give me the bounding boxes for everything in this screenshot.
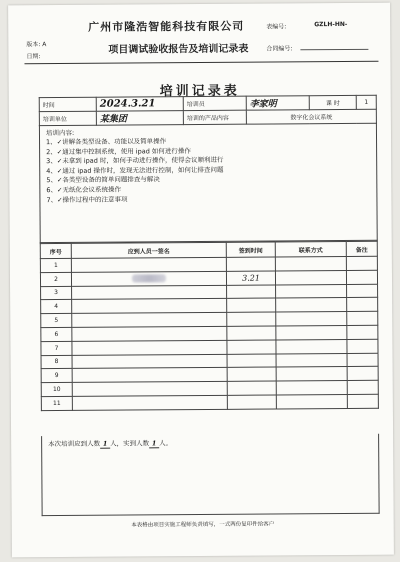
signature-cell	[72, 340, 227, 355]
contact-cell	[276, 353, 347, 367]
training-item	[46, 175, 160, 185]
row-number: 5	[41, 314, 72, 328]
column-header-note: 备注	[346, 241, 377, 256]
unit-label: 培训单位	[39, 111, 96, 125]
note-cell	[347, 339, 378, 353]
note-cell	[347, 325, 378, 339]
row-number: 9	[41, 369, 72, 383]
time-value: 2024.3.21	[96, 97, 183, 112]
training-item-number: 4、	[46, 166, 57, 175]
training-item-text: 操作过程中的注意事项	[62, 195, 128, 204]
time-label: 时间	[39, 97, 96, 111]
table-row	[41, 394, 378, 410]
unit-value: 某集团	[96, 111, 183, 126]
contact-cell	[276, 298, 347, 312]
signature-cell	[72, 285, 227, 300]
contact-cell	[276, 312, 347, 326]
training-item	[46, 165, 223, 175]
form-title: 培训记录表	[159, 83, 240, 100]
signature-cell	[72, 313, 227, 328]
date-label: 日期:	[26, 53, 41, 61]
row-number: 11	[41, 396, 72, 410]
product-value: 数字化会议系统	[246, 109, 376, 124]
redacted-signature	[132, 274, 166, 282]
row-number: 2	[40, 272, 71, 286]
signature-cell	[72, 299, 227, 314]
check-mark-icon: ✓	[56, 137, 63, 147]
check-mark-icon: ✓	[56, 147, 63, 156]
contract-number-underline	[300, 49, 368, 50]
version-label: 版本: A	[26, 41, 47, 49]
contact-cell	[276, 325, 347, 339]
training-item-text: 通过集中控制系统，使用 ipad 如何进行操作	[62, 146, 191, 156]
sign-time-cell	[227, 285, 276, 299]
contact-cell	[275, 256, 346, 270]
note-cell	[346, 256, 377, 270]
expected-count: 1	[100, 440, 110, 449]
sign-time-cell: 3.21	[226, 271, 275, 285]
attendance-suffix: 人。	[159, 439, 173, 448]
company-name: 广州市隆浩智能科技有限公司	[88, 19, 245, 34]
note-cell	[347, 380, 378, 394]
signature-cell	[72, 395, 227, 410]
column-header-name: 应到人员一签名	[71, 242, 226, 258]
attendance-summary	[48, 438, 172, 449]
note-cell	[347, 311, 378, 325]
product-label: 培训的产品内容	[183, 110, 246, 124]
info-table	[39, 95, 377, 126]
training-item	[46, 136, 166, 146]
note-cell	[347, 298, 378, 312]
row-number: 1	[40, 258, 71, 272]
training-content-label: 培训内容:	[45, 128, 75, 138]
contact-cell	[276, 284, 347, 298]
note-cell	[347, 394, 378, 408]
actual-count: 1	[149, 439, 159, 448]
check-mark-icon: ✓	[57, 195, 63, 204]
signature-cell	[72, 326, 227, 341]
check-mark-icon: ✓	[56, 176, 63, 185]
training-item-number: 7、	[46, 195, 58, 204]
contact-cell	[275, 270, 346, 284]
row-number: 6	[41, 327, 72, 341]
sign-time-cell	[227, 381, 276, 395]
contact-cell	[276, 339, 347, 353]
training-item	[46, 194, 127, 204]
sign-time-cell	[227, 298, 276, 312]
sign-time-cell	[227, 326, 276, 340]
training-item-text: 各类型设备的简单问题排查与解决	[62, 175, 160, 185]
row-number: 4	[41, 300, 72, 314]
note-cell	[347, 284, 378, 298]
attendance-prefix: 本次培训应到人数	[48, 439, 101, 449]
document-title: 项目调试验收报告及培训记录表	[108, 43, 249, 56]
header-rule	[24, 61, 378, 64]
column-header-no: 序号	[40, 243, 71, 258]
note-cell	[347, 353, 378, 367]
column-header-time: 签到时间	[226, 242, 275, 257]
row-number: 7	[41, 341, 72, 355]
sign-time-cell	[227, 340, 276, 354]
training-item-number: 2、	[46, 147, 57, 156]
training-item	[46, 155, 223, 165]
note-cell	[347, 367, 378, 381]
trainer-value: 李家明	[246, 96, 309, 110]
training-item	[46, 185, 121, 195]
note-cell	[346, 270, 377, 284]
sign-time-cell	[227, 395, 276, 409]
form-number-label: 表编号:	[266, 23, 287, 31]
hours-value: 1	[356, 95, 376, 109]
sign-time-cell	[226, 257, 275, 271]
row-number: 3	[41, 286, 72, 300]
sign-in-table	[40, 241, 379, 411]
row-number: 8	[41, 355, 72, 369]
training-item-number: 3、	[46, 157, 57, 166]
check-mark-icon: ✓	[56, 157, 63, 166]
training-item-text: 通过 ipad 操作时，发现无法进行控制，如何让排查问题	[62, 165, 224, 175]
training-item-text: 无纸化会议系统操作	[62, 185, 121, 194]
contact-cell	[276, 381, 347, 395]
signature-cell	[72, 381, 227, 396]
contact-cell	[276, 394, 347, 408]
check-mark-icon: ✓	[56, 185, 63, 195]
training-item	[46, 146, 191, 156]
attendance-middle: 人，实到人数	[110, 439, 150, 448]
document-sheet	[8, 3, 394, 558]
sign-time-cell	[227, 367, 276, 381]
training-item-text: 未拿到 ipad 时，如何手动进行操作，使得会议顺利进行	[62, 156, 224, 166]
contact-cell	[276, 367, 347, 381]
signature-cell	[71, 257, 226, 272]
column-header-contact: 联系方式	[275, 241, 346, 256]
form-number-value: GZLH-HN-	[314, 20, 348, 29]
training-item-number: 1、	[46, 138, 57, 147]
contract-number-label: 合同编号:	[266, 45, 293, 53]
sign-time-cell	[227, 312, 276, 326]
training-item-number: 5、	[46, 176, 57, 185]
footer-note: 本表格由项目实施工程师负责填写，一式两份复印件给客户	[131, 521, 275, 529]
sign-time-cell	[227, 354, 276, 368]
hours-label: 课 时	[309, 95, 356, 109]
signature-cell	[72, 368, 227, 383]
signature-cell	[72, 354, 227, 369]
row-number: 10	[41, 383, 72, 397]
check-mark-icon: ✓	[56, 166, 63, 175]
training-item-text: 讲解各类型设备、功能以及简单操作	[62, 137, 167, 146]
trainer-label: 培训员	[183, 96, 246, 110]
training-content-box	[39, 123, 378, 243]
signature-cell	[71, 271, 226, 286]
attendance-summary-box	[41, 434, 380, 516]
training-item-number: 6、	[46, 186, 58, 195]
